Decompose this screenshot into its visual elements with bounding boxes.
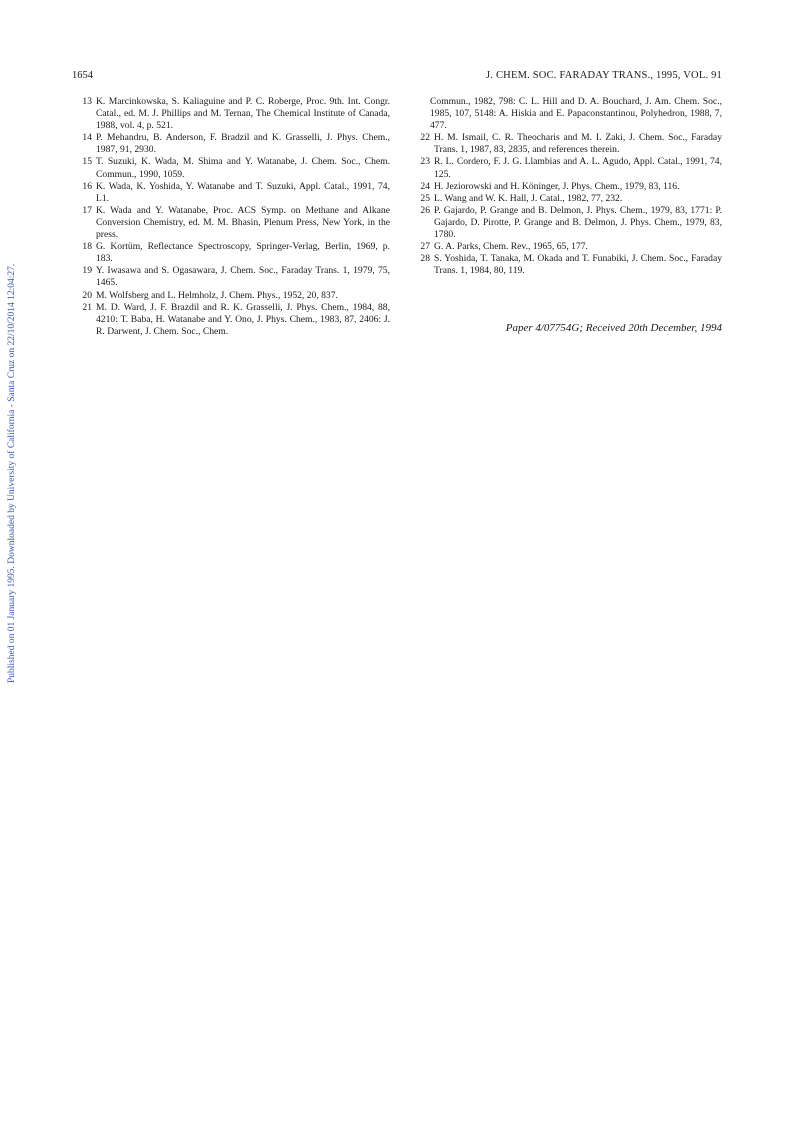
reference-item: [410, 193, 722, 205]
download-watermark-link[interactable]: Published on 01 January 1995. Downloaded by University of California - Santa Cruz on 22/10/2014 12:04:27.: [7, 263, 17, 683]
references-left-column: [72, 96, 390, 338]
reference-item: [72, 132, 390, 156]
reference-item: [410, 132, 722, 156]
page-number: 1654: [72, 70, 93, 81]
references-right-column: [410, 96, 722, 277]
reference-item: [72, 290, 390, 302]
reference-item: [72, 241, 390, 265]
reference-number: 28: [420, 253, 430, 265]
reference-number: 16: [82, 180, 92, 192]
reference-text: L. Wang and W. K. Hall, J. Catal., 1982, 77, 232.: [434, 192, 623, 204]
reference-item: [72, 156, 390, 180]
reference-item: [410, 181, 722, 193]
reference-text: R. L. Cordero, F. J. G. Llambias and A. L. Agudo, Appl. Catal., 1991, 74, 125.: [434, 156, 722, 180]
reference-text: T. Suzuki, K. Wada, M. Shima and Y. Watanabe, J. Chem. Soc., Chem. Commun., 1990, 1059.: [96, 156, 390, 180]
reference-continuation: Commun., 1982, 798: C. L. Hill and D. A. Bouchard, J. Am. Chem. Soc., 1985, 107, 5148: A. Hiskia and E. Papaconstantinou, Polyhedron, 1988, 7, 477.: [430, 96, 722, 132]
reference-number: 18: [82, 241, 92, 253]
reference-text: K. Marcinkowska, S. Kaliaguine and P. C. Roberge, Proc. 9th. Int. Congr. Catal., ed. M. J. Phillips and M. Ternan, The Chemical Institute of Canada, 1988, vol. 4, p. 521.: [96, 96, 390, 132]
reference-number: 25: [420, 192, 430, 204]
reference-number: 26: [420, 204, 430, 216]
reference-item: [410, 241, 722, 253]
reference-number: 24: [420, 180, 430, 192]
reference-text: H. Jeziorowski and H. Köninger, J. Phys. Chem., 1979, 83, 116.: [434, 180, 680, 192]
paper-received-line: Paper 4/07754G; Received 20th December, 1994: [505, 322, 722, 334]
reference-item: [72, 265, 390, 289]
reference-text: H. M. Ismail, C. R. Theocharis and M. I. Zaki, J. Chem. Soc., Faraday Trans. 1, 1987, 83, 2835, and references therein.: [434, 132, 722, 156]
reference-text: K. Wada and Y. Watanabe, Proc. ACS Symp. on Methane and Alkane Conversion Chemistry, ed. M. M. Bhasin, Plenum Press, New York, in the press.: [96, 204, 390, 241]
reference-item: [72, 302, 390, 338]
reference-item: [410, 205, 722, 241]
reference-text: Y. Iwasawa and S. Ogasawara, J. Chem. Soc., Faraday Trans. 1, 1979, 75, 1465.: [96, 265, 390, 289]
reference-text: M. Wolfsberg and L. Helmholz, J. Chem. Phys., 1952, 20, 837.: [96, 289, 338, 301]
page-header: [72, 70, 722, 84]
reference-item: [72, 205, 390, 241]
reference-number: 20: [82, 289, 92, 301]
reference-number: 19: [82, 265, 92, 277]
reference-text: P. Gajardo, P. Grange and B. Delmon, J. Phys. Chem., 1979, 83, 1771: P. Gajardo, D. Pirotte, P. Grange and B. Delmon, J. Phys. Chem., 1979, 83, 1780.: [434, 204, 722, 241]
reference-text: G. Kortüm, Reflectance Spectroscopy, Springer-Verlag, Berlin, 1969, p. 183.: [96, 241, 390, 265]
reference-number: 27: [420, 241, 430, 253]
reference-number: 17: [82, 204, 92, 216]
reference-text: K. Wada, K. Yoshida, Y. Watanabe and T. Suzuki, Appl. Catal., 1991, 74, L1.: [96, 180, 390, 204]
reference-number: 14: [82, 132, 92, 144]
reference-text: P. Mehandru, B. Anderson, F. Bradzil and K. Grasselli, J. Phys. Chem., 1987, 91, 2930.: [96, 132, 390, 156]
reference-number: 21: [82, 301, 92, 313]
reference-number: 22: [420, 132, 430, 144]
reference-item: [72, 96, 390, 132]
reference-text: G. A. Parks, Chem. Rev., 1965, 65, 177.: [434, 241, 588, 253]
reference-text: M. D. Ward, J. F. Brazdil and R. K. Grasselli, J. Phys. Chem., 1984, 88, 4210: T. Baba, H. Watanabe and Y. Ono, J. Phys. Chem., 1983, 87, 2406: J. R. Darwent, J. Chem. Soc., Chem.: [96, 301, 390, 337]
reference-number: 13: [82, 96, 92, 107]
reference-item: [410, 253, 722, 277]
journal-citation: J. CHEM. SOC. FARADAY TRANS., 1995, VOL. 91: [486, 70, 722, 81]
reference-number: 23: [420, 156, 430, 168]
reference-item: [410, 156, 722, 180]
reference-number: 15: [82, 156, 92, 168]
reference-item: [72, 181, 390, 205]
reference-text: S. Yoshida, T. Tanaka, M. Okada and T. Funabiki, J. Chem. Soc., Faraday Trans. 1, 1984, 80, 119.: [434, 253, 722, 277]
